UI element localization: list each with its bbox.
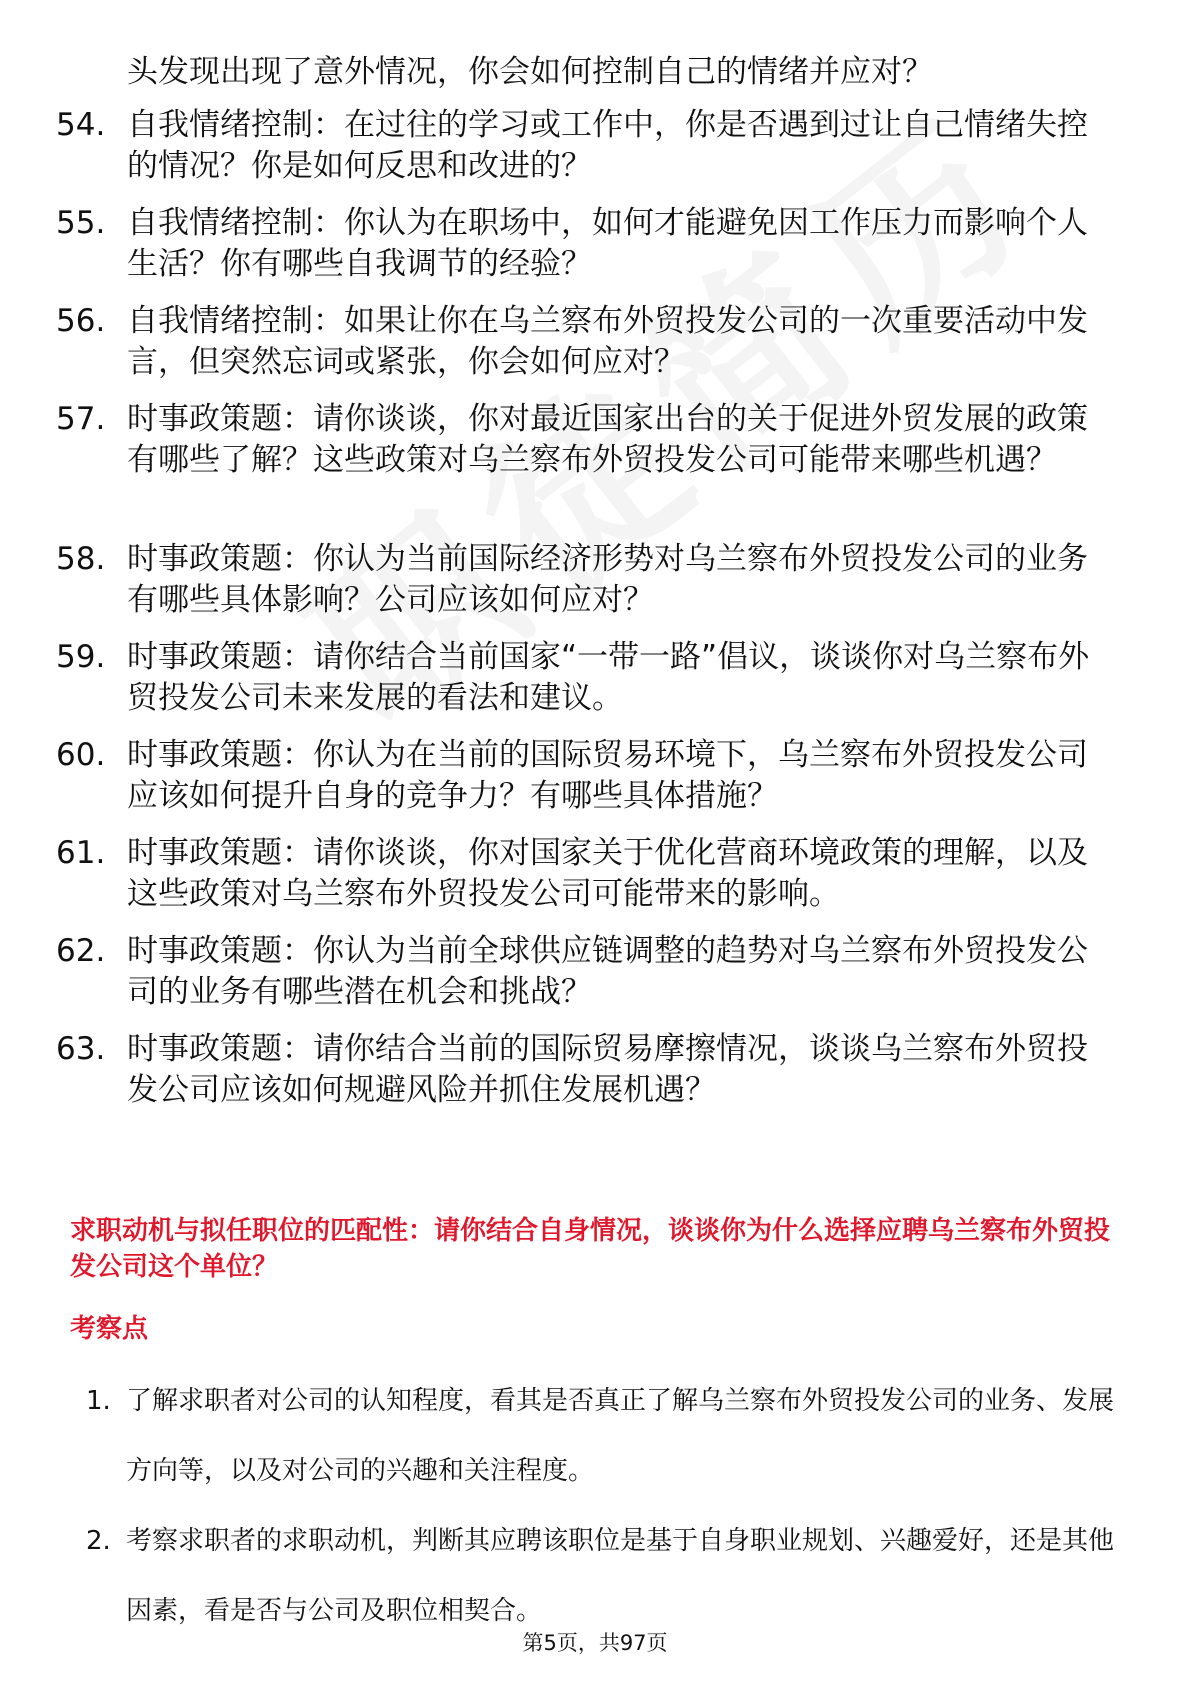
question-text: 时事政策题：你认为当前全球供应链调整的趋势对乌兰察布外贸投发公司的业务有哪些潜在机会和挑战？ [127, 933, 1088, 1010]
question-number: 59. [56, 639, 106, 675]
question-text: 时事政策题：你认为在当前的国际贸易环境下，乌兰察布外贸投发公司应该如何提升自身的竞争力？有哪些具体措施？ [127, 737, 1088, 814]
page-number: 第5页，共97页 [522, 1631, 668, 1655]
question-number: 62. [56, 933, 106, 969]
section-title: 求职动机与拟任职位的匹配性：请你结合自身情况，谈谈你为什么选择应聘乌兰察布外贸投发公司这个单位？ [70, 1216, 1111, 1282]
assessment-point [0, 1366, 1190, 1506]
point-number: 1. [86, 1386, 111, 1416]
question-number: 57. [56, 401, 106, 437]
question-item [0, 539, 1190, 621]
question-text: 自我情绪控制：如果让你在乌兰察布外贸投发公司的一次重要活动中发言，但突然忘词或紧张，你会如何应对？ [127, 303, 1088, 380]
question-number: 60. [56, 737, 106, 773]
question-item [0, 105, 1190, 187]
question-item [0, 301, 1190, 383]
point-text: 考察求职者的求职动机，判断其应聘该职位是基于自身职业规划、兴趣爱好，还是其他因素，看是否与公司及职位相契合。 [126, 1526, 1115, 1626]
question-item [0, 399, 1190, 481]
question-text: 时事政策题：请你结合当前的国际贸易摩擦情况，谈谈乌兰察布外贸投发公司应该如何规避风险并抓住发展机遇？ [127, 1031, 1088, 1108]
question-number: 55. [56, 205, 106, 241]
question-text: 时事政策题：请你结合当前国家“一带一路”倡议，谈谈你对乌兰察布外贸投发公司未来发展的看法和建议。 [127, 639, 1090, 716]
question-number: 54. [56, 107, 106, 143]
question-text: 时事政策题：请你谈谈，你对最近国家出台的关于促进外贸发展的政策有哪些了解？这些政策对乌兰察布外贸投发公司可能带来哪些机遇？ [127, 401, 1088, 478]
question-number: 63. [56, 1031, 106, 1067]
question-text: 时事政策题：你认为当前国际经济形势对乌兰察布外贸投发公司的业务有哪些具体影响？公司应该如何应对？ [127, 541, 1088, 618]
question-item [0, 931, 1190, 1013]
question-number: 58. [56, 541, 106, 577]
question-text: 自我情绪控制：在过往的学习或工作中，你是否遇到过让自己情绪失控的情况？你是如何反思和改进的？ [127, 107, 1088, 184]
assessment-point [0, 1506, 1190, 1646]
question-text: 自我情绪控制：你认为在职场中，如何才能避免因工作压力而影响个人生活？你有哪些自我调节的经验？ [127, 205, 1088, 282]
question-number: 56. [56, 303, 106, 339]
point-number: 2. [86, 1526, 111, 1556]
question-item [0, 203, 1190, 285]
section-subtitle: 考察点 [70, 1314, 149, 1344]
question-item [0, 833, 1190, 915]
point-text: 了解求职者对公司的认知程度，看其是否真正了解乌兰察布外贸投发公司的业务、发展方向等，以及对公司的兴趣和关注程度。 [126, 1386, 1115, 1486]
question-item [0, 1029, 1190, 1111]
question-continuation: 头发现出现了意外情况，你会如何控制自己的情绪并应对？ [127, 54, 933, 90]
question-item [0, 637, 1190, 719]
question-text: 时事政策题：请你谈谈，你对国家关于优化营商环境政策的理解，以及这些政策对乌兰察布外贸投发公司可能带来的影响。 [127, 835, 1088, 912]
question-number: 61. [56, 835, 106, 871]
question-item [0, 735, 1190, 817]
